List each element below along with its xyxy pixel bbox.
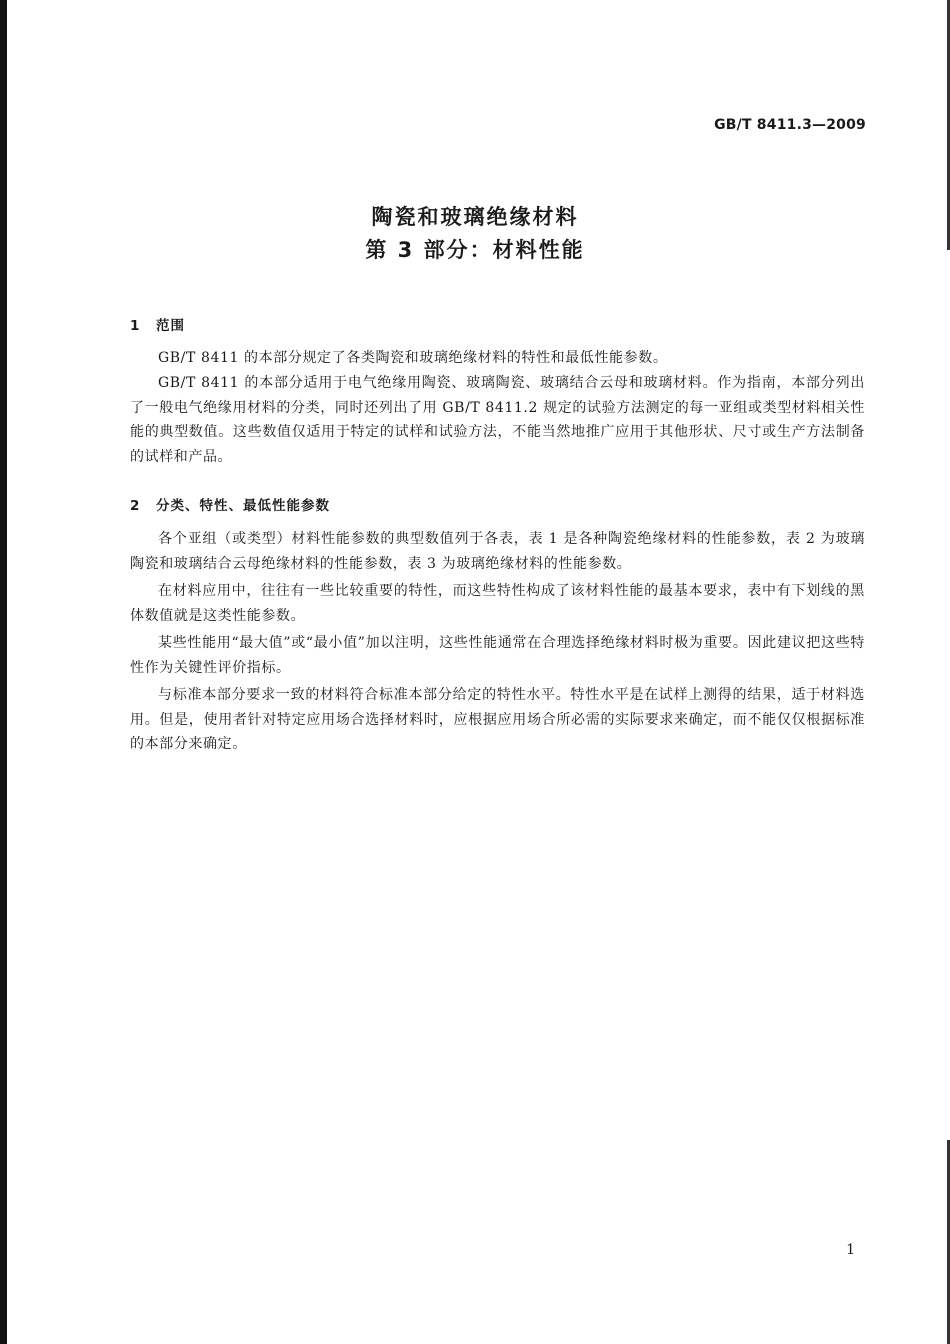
section-title: 分类、特性、最低性能参数 [156,498,330,514]
paragraph: 各个亚组（或类型）材料性能参数的典型数值列于各表，表 1 是各种陶瓷绝缘材料的性能参数，表 2 为玻璃陶瓷和玻璃结合云母绝缘材料的性能参数，表 3 为玻璃绝缘材料的性能参数。 [130,531,865,572]
paragraph: 某些性能用“最大值”或“最小值”加以注明，这些性能通常在合理选择绝缘材料时极为重要。因此建议把这些特性作为关键性评价指标。 [130,635,865,676]
section-heading-classification [130,494,330,514]
section-number: 1 [130,318,141,334]
standard-code: GB/T 8411.3—2009 [714,117,866,133]
paragraph: GB/T 8411 的本部分适用于电气绝缘用陶瓷、玻璃陶瓷、玻璃结合云母和玻璃材料。作为指南，本部分列出了一般电气绝缘用材料的分类，同时还列出了用 GB/T 8411.2 规定的试验方法测定的每一亚组或类型材料相关性能的典型数值。这些数值仅适用于特定的试样和试验方法，不能当然地推广应用于其他形状、尺寸或生产方法制备的试样和产品。 [130,375,865,465]
section-title: 范围 [156,318,185,334]
section-number: 2 [130,498,141,514]
paragraph: GB/T 8411 的本部分规定了各类陶瓷和玻璃绝缘材料的特性和最低性能参数。 [158,350,668,366]
page-number: 1 [846,1242,855,1258]
section-heading-scope [130,314,185,334]
document-title: 陶瓷和玻璃绝缘材料 [371,205,579,229]
paragraph: 在材料应用中，往往有一些比较重要的特性，而这些特性构成了该材料性能的最基本要求，表中有下划线的黑体数值就是这类性能参数。 [130,583,865,624]
document-subtitle: 第 3 部分：材料性能 [365,238,585,262]
paragraph: 与标准本部分要求一致的材料符合标准本部分给定的特性水平。特性水平是在试样上测得的结果，适于材料选用。但是，使用者针对特定应用场合选择材料时，应根据应用场合所必需的实际要求来确定，而不能仅仅根据标准的本部分来确定。 [130,687,865,752]
